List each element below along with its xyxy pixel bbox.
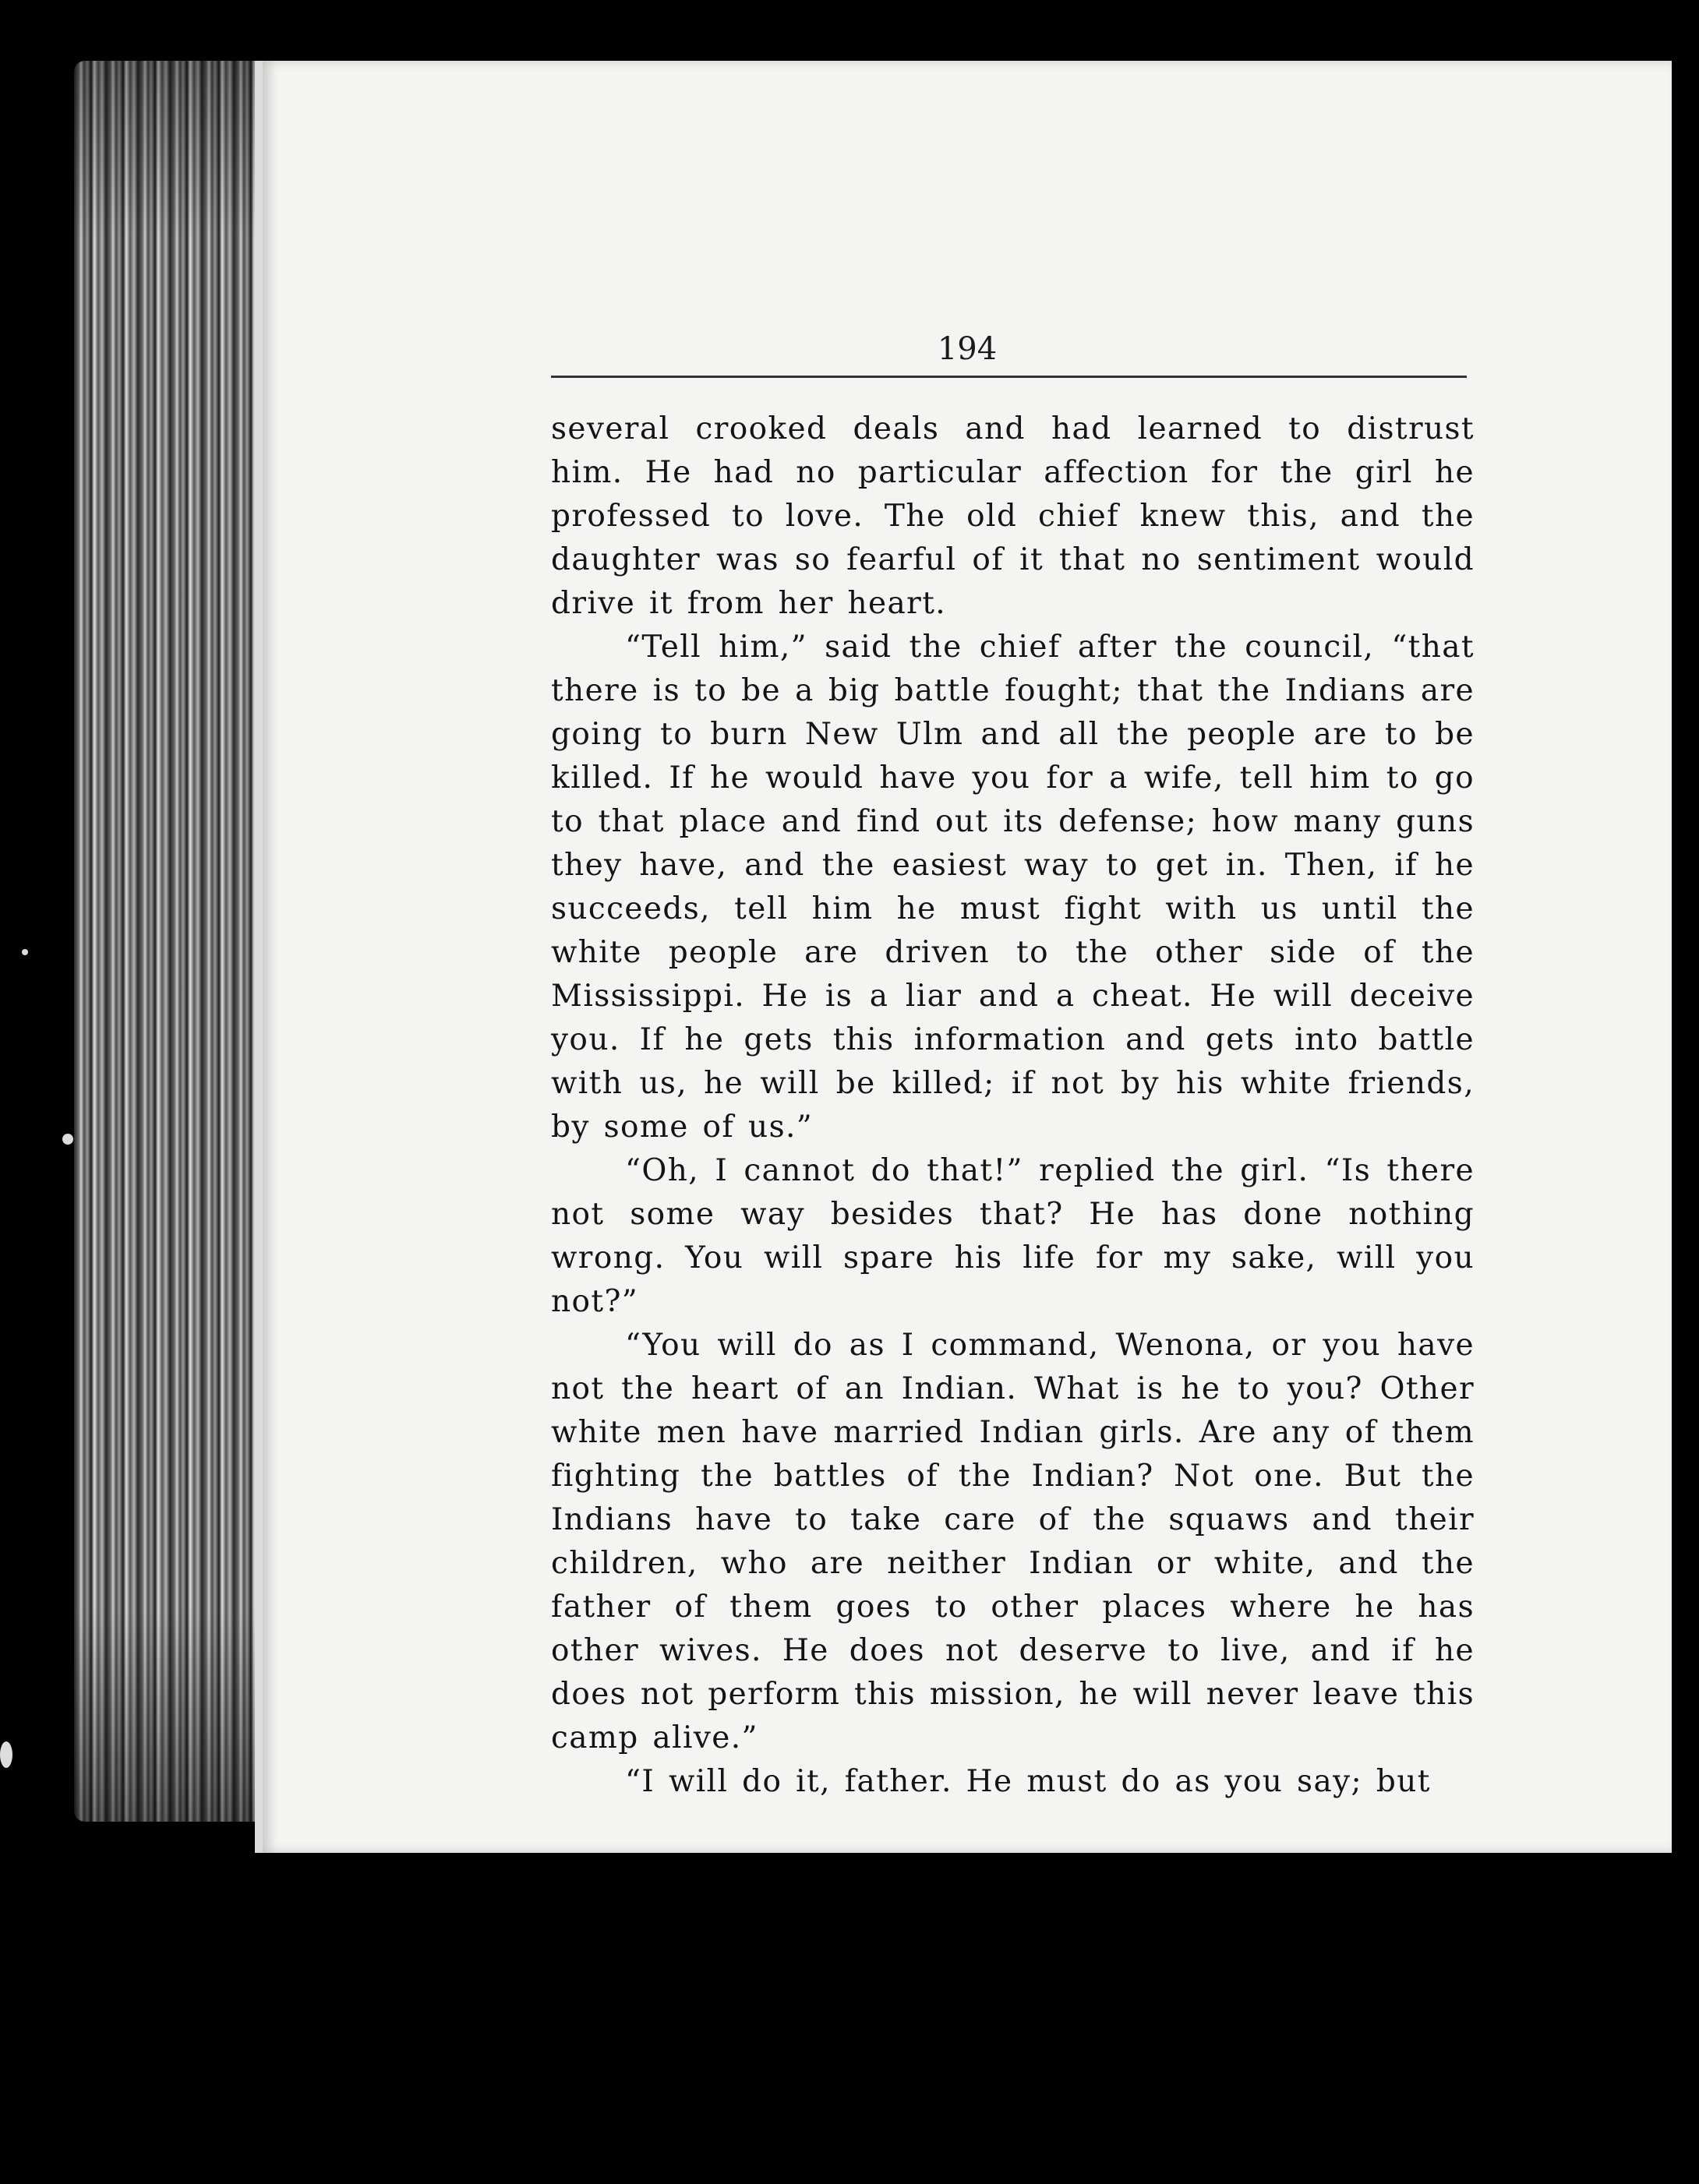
book-page — [255, 61, 1672, 1853]
header-rule — [551, 376, 1467, 378]
paragraph: “I will do it, father. He must do as you say; but — [625, 1764, 1431, 1799]
body-text — [551, 408, 1475, 1804]
dust-speck — [22, 949, 28, 955]
paragraph: “Tell him,” said the chief after the council, “that there is to be a big battle fought; that the Indians are going to burn New Ulm and all the people are to be killed. If he would have you for a wife, tell him to go to that place and find out its defense; how many guns they have, and the easiest way to get in. Then, if he succeeds, tell him he must fight with us until the white people are driven to the other side of the Mississippi. He is a liar and a cheat. He will deceive you. If he gets this information and gets into battle with us, he will be killed; if not by his white friends, by some of us.” — [551, 630, 1475, 1145]
page-number: 194 — [937, 331, 998, 367]
book-fore-edge — [74, 61, 255, 1822]
dust-speck — [0, 1741, 12, 1768]
paragraph: “Oh, I cannot do that!” replied the girl. “Is there not some way besides that? He has done nothing wrong. You will spare his life for my sake, will you not?” — [551, 1153, 1475, 1319]
dust-speck — [62, 1134, 73, 1145]
paragraph: “You will do as I command, Wenona, or you have not the heart of an Indian. What is he to you? Other white men have married Indian girls. Are any of them fighting the battles of the Indian? Not one. But the Indians have to take care of the squaws and their children, who are neither Indian or white, and the father of them goes to other places where he has other wives. He does not deserve to live, and if he does not perform this mission, he will never leave this camp alive.” — [551, 1328, 1475, 1755]
paragraph: several crooked deals and had learned to distrust him. He had no particular affection for the girl he professed to love. The old chief knew this, and the daughter was so fearful of it that no sentiment would drive it from her heart. — [551, 411, 1475, 621]
